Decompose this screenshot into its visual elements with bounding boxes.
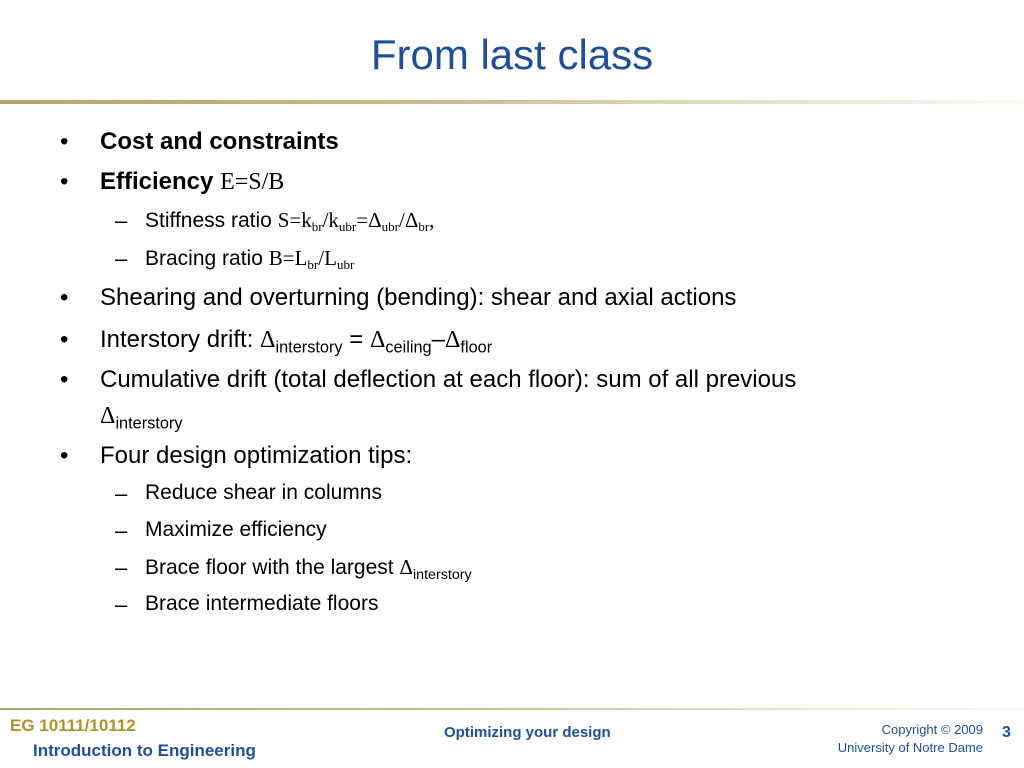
efficiency-formula: E=S/B (220, 169, 285, 195)
efficiency-label: Efficiency (100, 168, 214, 195)
bullet-marker: • (60, 442, 69, 469)
tip-4-text: Brace intermediate floors (145, 592, 379, 615)
tip-3-text: Brace floor with the largest (145, 556, 394, 579)
footer-course-title: Introduction to Engineering (33, 741, 256, 760)
delta-symbol: Δ (100, 403, 116, 429)
dash-marker: – (115, 555, 128, 580)
shearing-text: Shearing and overturning (bending): shear and axial actions (100, 284, 737, 311)
drift-formula: $\Delta_{interstory} = \Delta_{ceiling}-\Delta_{floor}$ (260, 326, 493, 357)
tip-2-text: Maximize efficiency (145, 518, 327, 541)
bracing-formula: $B=L_{br}/L_{ubr}$ (268, 246, 355, 272)
dash-marker: – (115, 208, 128, 233)
footer-course-code: EG 10111/10112 (10, 716, 136, 735)
cumulative-text: Cumulative drift (total deflection at each floor): sum of all previous (100, 366, 797, 393)
dash-marker: – (115, 246, 128, 271)
delta-symbol: Δ (399, 555, 413, 579)
dash-marker: – (115, 481, 128, 506)
stiffness-label: Stiffness ratio (145, 209, 272, 232)
cost-text: Cost and constraints (100, 128, 339, 155)
dash-marker: – (115, 518, 128, 543)
bullet-marker: • (60, 366, 69, 393)
bracing-label: Bracing ratio (145, 247, 263, 270)
tips-text: Four design optimization tips: (100, 442, 413, 469)
footer-university: University of Notre Dame (837, 740, 983, 755)
footer-divider (0, 708, 1024, 710)
slide-title: From last class (370, 31, 654, 78)
bullet-marker: • (60, 284, 69, 311)
bullet-marker: • (60, 168, 69, 195)
bullet-marker: • (60, 128, 69, 155)
stiffness-formula: $S=k_{br}/k_{ubr}=\Delta_{ubr}/\Delta_{br}$, (277, 208, 435, 234)
drift-label: Interstory drift: (100, 326, 254, 353)
footer-topic: Optimizing your design (444, 724, 611, 741)
page-number: 3 (1002, 724, 1011, 741)
dash-marker: – (115, 592, 128, 617)
footer-copyright: Copyright © 2009 (881, 722, 983, 737)
bullet-marker: • (60, 326, 69, 353)
tip-1-text: Reduce shear in columns (145, 481, 382, 504)
slide-body: • Cost and constraints • Efficiency E=S/B – Stiffness ratio $S=k_{br}/k_{ubr}=\Delta_{ubr}/\Delta_{br}$, – Bracing ratio $B=L_{br}/L_{ubr}$ • Shearing and overturning (bending): shear and axial actions • Interstory drift: $\Delta_{interstory} = \Delta_{ceiling}-\Delta_{floor}$ • Cumulative drift (total deflection at each floor): sum of all previous $\Delta_{interstory}$ • Four design optimization tips: – Reduce shear in columns – Maximize efficiency – Brace floor with the largest $\Delta_{interstory}$ – Brace intermediate floors (60, 128, 797, 617)
